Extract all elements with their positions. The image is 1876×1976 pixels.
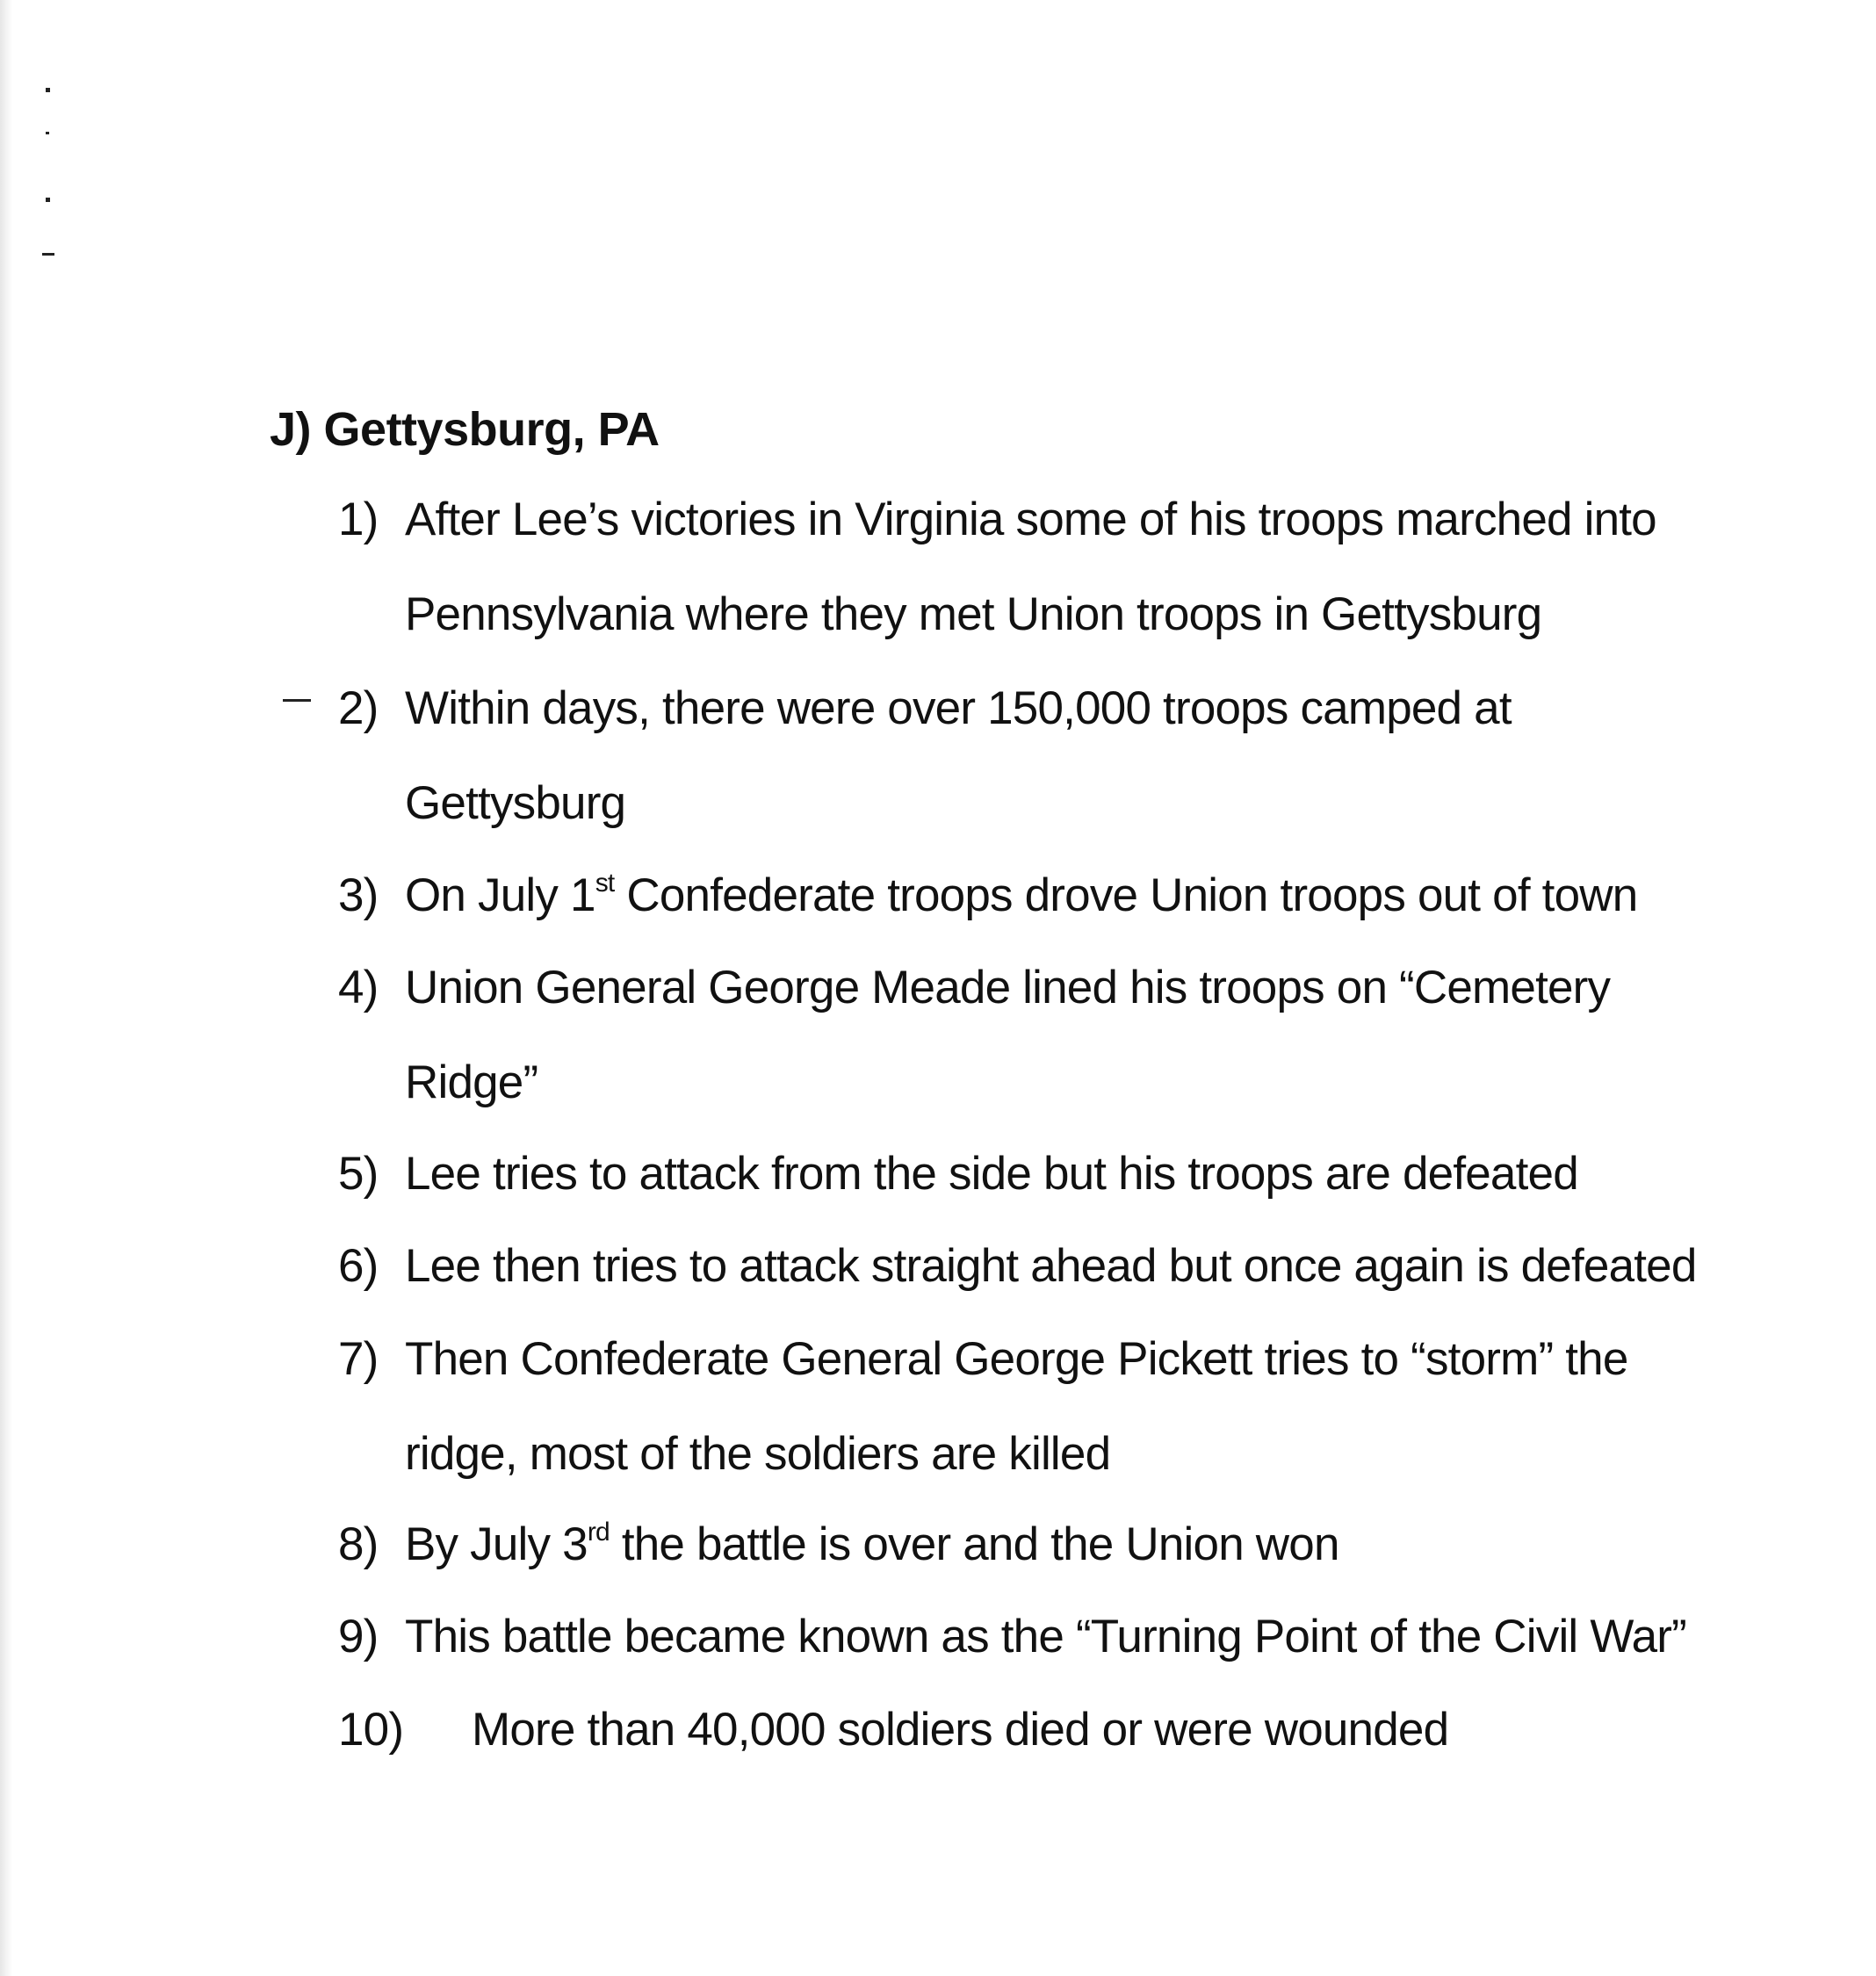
list-item-number: 10) xyxy=(338,1704,404,1756)
list-item-number: 2) xyxy=(338,682,379,734)
list-item-number: 6) xyxy=(338,1240,379,1292)
list-item-number: 3) xyxy=(338,869,379,921)
list-item xyxy=(338,1127,1578,1222)
list-item-number: 1) xyxy=(338,494,379,545)
list-item-text-continued: Pennsylvania where they met Union troops in Gettysburg xyxy=(405,588,1542,640)
list-item-text: Lee then tries to attack straight ahead but once again is defeated xyxy=(405,1240,1697,1292)
list-item-text: On July 1 xyxy=(405,869,595,921)
list-item-text-rest: the battle is over and the Union won xyxy=(609,1518,1339,1570)
ordinal-suffix: rd xyxy=(587,1518,610,1547)
list-item-number: 4) xyxy=(338,962,379,1013)
scan-edge-shadow xyxy=(0,0,12,1976)
ordinal-suffix: st xyxy=(595,869,615,898)
list-item-number: 9) xyxy=(338,1611,379,1662)
list-item xyxy=(338,472,1656,662)
list-item-text: This battle became known as the “Turning Point of the Civil War” xyxy=(405,1611,1686,1662)
section-label: J) xyxy=(270,403,312,456)
list-item-text-rest: Confederate troops drove Union troops out of town xyxy=(614,869,1638,921)
list-item-text: Lee tries to attack from the side but his troops are defeated xyxy=(405,1148,1578,1200)
list-item-text: Then Confederate General George Pickett tries to “storm” the xyxy=(405,1333,1628,1385)
pen-mark xyxy=(283,699,311,702)
section-heading xyxy=(270,402,660,457)
list-item-text-continued: ridge, most of the soldiers are killed xyxy=(405,1428,1111,1480)
list-item xyxy=(338,661,1512,851)
list-item-number: 8) xyxy=(338,1518,379,1570)
list-item-text: After Lee’s victories in Virginia some of his troops marched into xyxy=(405,494,1656,545)
scan-speck xyxy=(46,88,50,92)
scan-speck xyxy=(46,198,50,202)
list-item-number: 5) xyxy=(338,1148,379,1200)
list-item-text-continued: Ridge” xyxy=(405,1057,538,1108)
list-item xyxy=(338,941,1610,1130)
scan-speck xyxy=(42,253,54,256)
list-item-number: 7) xyxy=(338,1333,379,1385)
list-item xyxy=(338,848,1637,943)
list-item xyxy=(338,1312,1628,1502)
list-item-text: Within days, there were over 150,000 troops camped at xyxy=(405,682,1512,734)
list-item xyxy=(338,1497,1339,1592)
list-item-text: Union General George Meade lined his troops on “Cemetery xyxy=(405,962,1611,1013)
list-item-text-continued: Gettysburg xyxy=(405,777,626,829)
list-item-text: More than 40,000 soldiers died or were wounded xyxy=(472,1704,1449,1756)
list-item-text: By July 3 xyxy=(405,1518,588,1570)
list-item xyxy=(338,1219,1697,1314)
list-item xyxy=(338,1683,1448,1778)
section-title: Gettysburg, PA xyxy=(323,403,660,456)
list-item xyxy=(338,1590,1686,1684)
scan-speck xyxy=(46,132,49,134)
